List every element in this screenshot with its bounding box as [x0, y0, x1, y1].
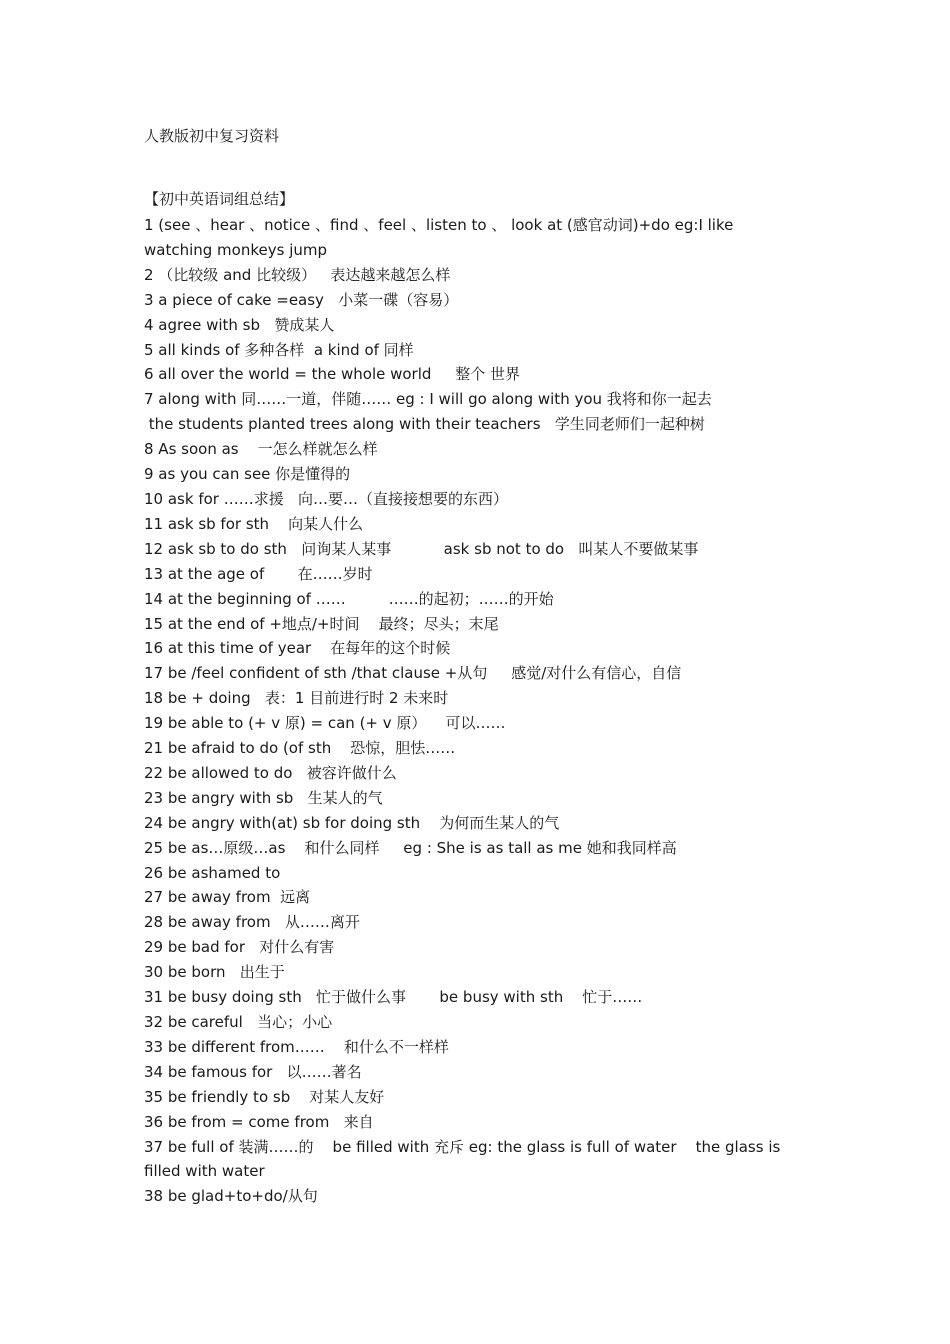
list-item: 36 be from = come from 来自 — [144, 1112, 374, 1131]
list-item: 5 all kinds of 多种各样 a kind of 同样 — [144, 340, 414, 359]
list-item: 17 be /feel confident of sth /that clause +从句 感觉/对什么有信心，自信 — [144, 664, 682, 683]
list-item: 8 As soon as 一怎么样就怎么样 — [144, 440, 378, 459]
list-item: the students planted trees along with their teachers 学生同老师们一起种树 — [144, 415, 705, 434]
list-item: 24 be angry with(at) sb for doing sth 为何而生某人的气 — [144, 813, 560, 832]
list-item: 21 be afraid to do (of sth 恐惊，胆怯…… — [144, 739, 456, 758]
list-item: 35 be friendly to sb 对某人友好 — [144, 1087, 385, 1106]
list-item: 11 ask sb for sth 向某人什么 — [144, 514, 364, 533]
list-item: 18 be + doing 表：1 目前进行时 2 未来时 — [144, 689, 449, 708]
phrase-list — [144, 213, 794, 1209]
list-item: 3 a piece of cake =easy 小菜一碟（容易） — [144, 290, 459, 309]
list-item: 30 be born 出生于 — [144, 963, 285, 982]
list-item: 27 be away from 远离 — [144, 888, 311, 907]
list-item: 29 be bad for 对什么有害 — [144, 938, 335, 957]
list-item: 33 be different from…… 和什么不一样样 — [144, 1037, 449, 1056]
document-title: 人教版初中复习资料 — [144, 127, 280, 145]
list-item: 37 be full of 装满……的 be filled with 充斥 eg: the glass is full of water the glass is — [144, 1137, 781, 1156]
section-heading: 【初中英语词组总结】 — [144, 190, 295, 208]
list-item: watching monkeys jump — [144, 240, 328, 259]
list-item: 32 be careful 当心；小心 — [144, 1013, 333, 1031]
list-item: 4 agree with sb 赞成某人 — [144, 315, 335, 334]
list-item: 10 ask for ……求援 向…要…（直接接想要的东西） — [144, 489, 509, 508]
list-item: 15 at the end of +地点/+时间 最终；尽头；末尾 — [144, 614, 499, 633]
list-item: 26 be ashamed to — [144, 863, 281, 882]
list-item: 2 （比较级 and 比较级） 表达越来越怎么样 — [144, 265, 451, 284]
list-item: 13 at the age of 在……岁时 — [144, 564, 373, 583]
list-item: 19 be able to (+ v 原) = can (+ v 原） 可以…… — [144, 714, 506, 733]
list-item: filled with water — [144, 1162, 265, 1181]
list-item: 16 at this time of year 在每年的这个时候 — [144, 639, 451, 658]
list-item: 31 be busy doing sth 忙于做什么事 be busy with sth 忙于…… — [144, 988, 643, 1007]
list-item: 6 all over the world = the whole world 整个 世界 — [144, 365, 521, 384]
list-item: 25 be as…原级…as 和什么同样 eg : She is as tall as me 她和我同样高 — [144, 838, 677, 857]
list-item: 7 along with 同……一道，伴随…… eg : I will go along with you 我将和你一起去 — [144, 390, 712, 409]
list-item: 23 be angry with sb 生某人的气 — [144, 788, 383, 807]
list-item: 22 be allowed to do 被容许做什么 — [144, 763, 397, 782]
list-item: 9 as you can see 你是懂得的 — [144, 465, 351, 484]
list-item: 1 (see 、hear 、notice 、find 、feel 、listen to 、 look at (感官动词)+do eg:I like — [144, 216, 734, 234]
list-item: 14 at the beginning of …… ……的起初；……的开始 — [144, 589, 554, 608]
list-item: 28 be away from 从……离开 — [144, 913, 360, 932]
list-item: 34 be famous for 以……著名 — [144, 1062, 362, 1081]
list-item: 12 ask sb to do sth 问询某人某事 ask sb not to do 叫某人不要做某事 — [144, 539, 699, 558]
list-item: 38 be glad+to+do/从句 — [144, 1187, 318, 1206]
